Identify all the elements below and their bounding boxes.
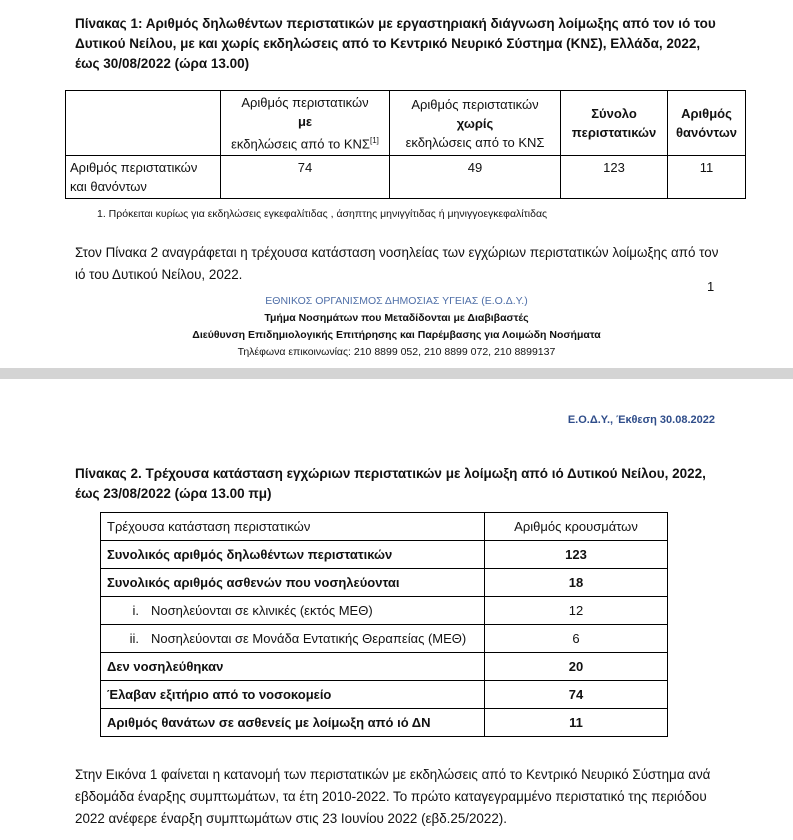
table1-total-value: 123 <box>561 156 668 199</box>
row-label-line2: και θανόντων <box>70 179 147 195</box>
row-label-cell <box>101 625 485 653</box>
table2-header-row <box>101 513 668 541</box>
table1-without-cns-value: 49 <box>390 156 561 199</box>
table1-header-without-cns <box>390 91 561 156</box>
row-value: 74 <box>485 681 668 709</box>
table2-status <box>100 512 668 737</box>
row-label: Συνολικός αριθμός ασθενών που νοσηλεύονται <box>101 569 485 597</box>
footer-org: ΕΘΝΙΚΟΣ ΟΡΓΑΝΙΣΜΟΣ ΔΗΜΟΣΙΑΣ ΥΓΕΙΑΣ (Ε.Ο.Δ.Υ.) <box>265 295 528 307</box>
table2-header-status: Τρέχουσα κατάσταση περιστατικών <box>101 513 485 541</box>
document-page-1 <box>0 0 793 368</box>
table2-header-count: Αριθμός κρουσμάτων <box>485 513 668 541</box>
table-row <box>101 653 668 681</box>
table1-header-deaths <box>668 91 746 156</box>
row-value: 6 <box>485 625 668 653</box>
table-row <box>101 681 668 709</box>
table2-caption: Πίνακας 2. Τρέχουσα κατάσταση εγχώριων περιστατικών με λοίμωξη από ιό Δυτικού Νείλου, 2022, έως 23/08/2022 (ώρα 13.00 πμ) <box>75 466 706 501</box>
report-header: Ε.Ο.Δ.Υ., Έκθεση 30.08.2022 <box>567 414 715 426</box>
table-row <box>101 541 668 569</box>
with-cns-line3: εκδηλώσεις από το ΚΝΣ <box>231 136 370 152</box>
document-page-2 <box>0 379 793 840</box>
table-row <box>101 709 668 737</box>
footer-division: Διεύθυνση Επιδημιολογικής Επιτήρησης και Παρέμβασης για Λοιμώδη Νοσήματα <box>192 329 601 341</box>
row-label: Νοσηλεύονται σε Μονάδα Εντατικής Θεραπείας (ΜΕΘ) <box>151 631 467 646</box>
row-label-cell <box>101 597 485 625</box>
footnote: 1. Πρόκειται κυρίως για εκδηλώσεις εγκεφαλίτιδας , άσηπτης μηνιγγίτιδας ή μηνιγγοεγκεφαλίτιδας <box>97 208 548 220</box>
table1-header-with-cns <box>221 91 390 156</box>
total-line1: Σύνολο <box>591 106 637 122</box>
deaths-line1: Αριθμός <box>681 106 732 122</box>
row-label: Νοσηλεύονται σε κλινικές (εκτός ΜΕΘ) <box>151 603 373 618</box>
table-row <box>101 569 668 597</box>
row-value: 18 <box>485 569 668 597</box>
table1-header-total <box>561 91 668 156</box>
row-label: Έλαβαν εξιτήριο από το νοσοκομείο <box>101 681 485 709</box>
row-value: 11 <box>485 709 668 737</box>
with-cns-line2: με <box>297 114 313 129</box>
table1-data-row <box>66 156 746 199</box>
table1-corner-cell <box>66 91 221 156</box>
row-value: 12 <box>485 597 668 625</box>
table1-row-label <box>66 156 221 199</box>
row-label: Δεν νοσηλεύθηκαν <box>101 653 485 681</box>
row-label-line1: Αριθμός περιστατικών <box>70 160 198 176</box>
footer-phones: Τηλέφωνα επικοινωνίας: 210 8899 052, 210 8899 072, 210 8899137 <box>237 346 556 358</box>
footer-dept: Τμήμα Νοσημάτων που Μεταδίδονται με Διαβιβαστές <box>264 312 529 324</box>
without-cns-line1: Αριθμός περιστατικών <box>411 96 539 112</box>
paragraph-table2-intro: Στον Πίνακα 2 αναγράφεται η τρέχουσα κατάσταση νοσηλείας των εγχώριων περιστατικών λοίμωξης από τον ιό του Δυτικού Νείλου, 2022. <box>75 245 719 282</box>
table-row <box>101 625 668 653</box>
paragraph-figure1-intro: Στην Εικόνα 1 φαίνεται η κατανομή των περιστατικών με εκδηλώσεις από το Κεντρικό Νευρικό Σύστημα ανά εβδομάδα έναρξης συμπτωμάτων, τα έτη 2010-2022. Το πρώτο καταγεγραμμένο περιστατικό της περιόδου 2022 ανέφερε έναρξη συμπτωμάτων στις 23 Ιουνίου 2022 (εβδ.25/2022). <box>75 767 711 826</box>
without-cns-line3: εκδηλώσεις από το ΚΝΣ <box>405 134 545 150</box>
table1-header-row <box>66 91 746 156</box>
row-label: Αριθμός θανάτων σε ασθενείς με λοίμωξη από ιό ΔΝ <box>101 709 485 737</box>
deaths-line2: θανόντων <box>675 125 738 141</box>
table1-with-cns-value: 74 <box>221 156 390 199</box>
footnote-ref: [1] <box>369 136 379 145</box>
row-roman-numeral: ii. <box>129 631 139 646</box>
row-roman-numeral: i. <box>132 603 139 618</box>
row-value: 20 <box>485 653 668 681</box>
total-line2: περιστατικών <box>571 125 657 141</box>
table1-caption: Πίνακας 1: Αριθμός δηλωθέντων περιστατικών με εργαστηριακή διάγνωση λοίμωξης από τον ιό του Δυτικού Νείλου, με και χωρίς εκδηλώσεις από το Κεντρικό Νευρικό Σύστημα (ΚΝΣ), Ελλάδα, 2022, έως 30/08/2022 (ώρα 13.00) <box>75 16 716 71</box>
row-label: Συνολικός αριθμός δηλωθέντων περιστατικών <box>101 541 485 569</box>
page-separator <box>0 368 793 379</box>
table1-cases <box>65 90 746 199</box>
table1-deaths-value: 11 <box>668 156 746 199</box>
with-cns-line1: Αριθμός περιστατικών <box>241 95 369 110</box>
row-value: 123 <box>485 541 668 569</box>
without-cns-line2: χωρίς <box>456 115 494 131</box>
table-row <box>101 597 668 625</box>
page-number: 1 <box>707 279 715 294</box>
